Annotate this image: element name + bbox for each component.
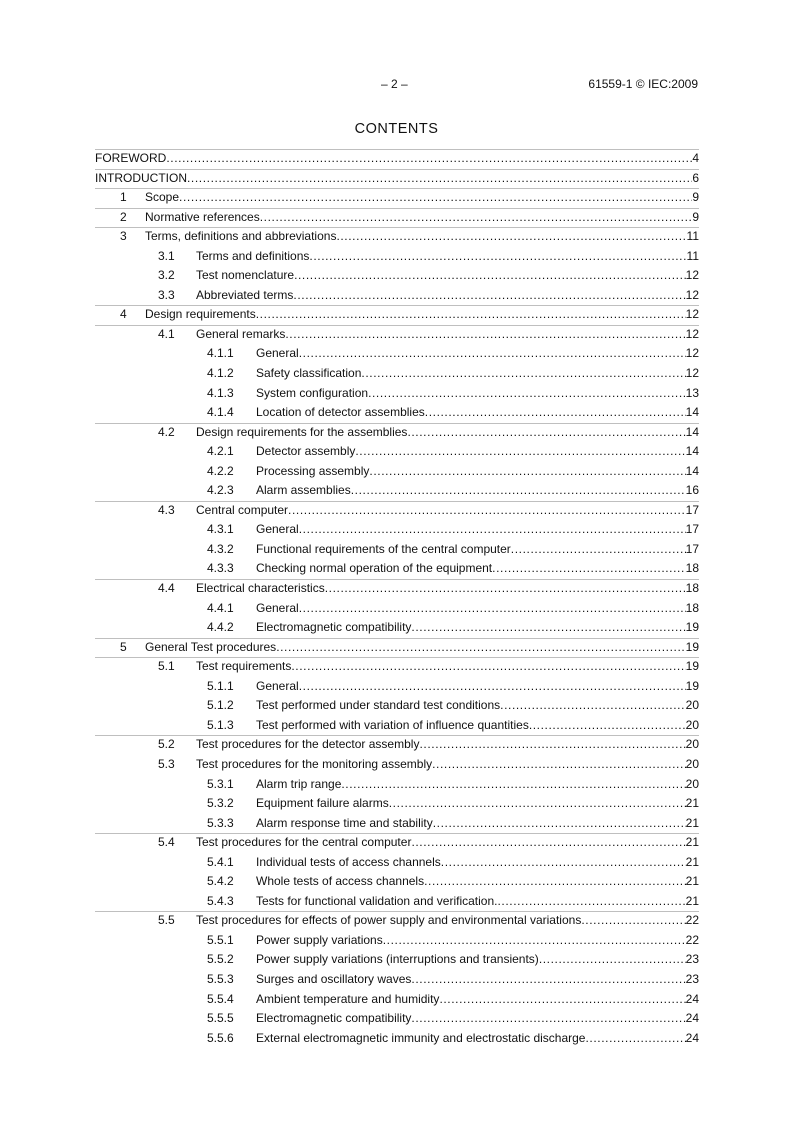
toc-entry-title: Test requirements xyxy=(196,659,292,674)
dot-leader xyxy=(299,599,686,619)
toc-entry-number: 5.5.6 xyxy=(207,1030,234,1045)
toc-entry-title: Design requirements xyxy=(145,307,256,322)
dot-leader xyxy=(585,1029,685,1049)
dot-leader xyxy=(187,169,692,189)
toc-entry-title: Power supply variations xyxy=(256,932,383,947)
dot-leader xyxy=(511,540,686,560)
toc-entry[interactable] xyxy=(95,247,699,267)
toc-entry-title: Detector assembly xyxy=(256,444,356,459)
toc-entry-title: Design requirements for the assemblies xyxy=(196,424,408,439)
toc-entry[interactable] xyxy=(95,872,699,892)
toc-entry-page: 24 xyxy=(685,1030,699,1045)
toc-entry[interactable] xyxy=(95,344,699,364)
toc-entry-page: 22 xyxy=(685,913,699,928)
toc-entry-number: 5.4.2 xyxy=(207,874,234,889)
toc-entry-page: 17 xyxy=(685,522,699,537)
dot-leader xyxy=(424,872,686,892)
toc-entry[interactable] xyxy=(95,735,699,755)
toc-entry-title: General xyxy=(256,678,299,693)
dot-leader xyxy=(285,325,685,345)
toc-entry-title: Safety classification xyxy=(256,366,362,381)
toc-entry-number: 4.2.1 xyxy=(207,444,234,459)
toc-entry[interactable] xyxy=(95,950,699,970)
dot-leader xyxy=(432,755,686,775)
dot-leader xyxy=(299,520,686,540)
toc-entry[interactable] xyxy=(95,814,699,834)
toc-entry[interactable] xyxy=(95,638,699,658)
dot-leader xyxy=(411,1009,685,1029)
dot-leader xyxy=(492,559,685,579)
toc-entry-page: 14 xyxy=(685,424,699,439)
toc-entry-title: Functional requirements of the central computer xyxy=(256,541,511,556)
toc-entry-title: General xyxy=(256,346,299,361)
toc-entry-number: 5.1.3 xyxy=(207,717,234,732)
toc-entry[interactable] xyxy=(95,599,699,619)
toc-entry-number: 2 xyxy=(120,209,127,224)
dot-leader xyxy=(497,892,685,912)
toc-entry-number: 4.4.1 xyxy=(207,600,234,615)
toc-entry-title: Scope xyxy=(145,190,180,205)
toc-entry-number: 4.3 xyxy=(158,502,175,517)
toc-entry[interactable] xyxy=(95,501,699,521)
toc-entry-title: Tests for functional validation and verification. xyxy=(256,893,498,908)
toc-entry[interactable] xyxy=(95,384,699,404)
toc-entry-title: Test performed with variation of influence quantities xyxy=(256,717,529,732)
toc-entry[interactable] xyxy=(95,892,699,912)
dot-leader xyxy=(581,911,685,931)
dot-leader xyxy=(341,775,685,795)
dot-leader xyxy=(369,462,685,482)
toc-entry-page: 20 xyxy=(685,717,699,732)
toc-entry-page: 19 xyxy=(685,678,699,693)
toc-entry-number: 5.1.1 xyxy=(207,678,234,693)
toc-entry-page: 17 xyxy=(685,541,699,556)
toc-entry[interactable] xyxy=(95,1009,699,1029)
toc-entry-page: 4 xyxy=(692,151,699,165)
toc-entry-number: 5.4 xyxy=(158,835,175,850)
toc-entry-number: 4.1.2 xyxy=(207,366,234,381)
toc-entry-page: 12 xyxy=(685,287,699,302)
dot-leader xyxy=(500,696,686,716)
toc-entry-title: Terms, definitions and abbreviations xyxy=(145,229,337,244)
dot-leader xyxy=(425,403,686,423)
toc-entry-title: Abbreviated terms xyxy=(196,287,294,302)
dot-leader xyxy=(293,286,685,306)
toc-entry-number: 4.2 xyxy=(158,424,175,439)
toc-entry-page: 6 xyxy=(692,170,699,185)
toc-entry-number: 5.1 xyxy=(158,659,175,674)
toc-entry-title: Individual tests of access channels xyxy=(256,854,441,869)
toc-entry-number: 5.5.2 xyxy=(207,952,234,967)
toc-entry[interactable] xyxy=(95,325,699,345)
dot-leader xyxy=(419,735,685,755)
toc-entry-title: Location of detector assemblies xyxy=(256,405,425,420)
toc-entry-number: 5.3.2 xyxy=(207,796,234,811)
toc-entry-page: 21 xyxy=(685,874,699,889)
toc-entry[interactable] xyxy=(95,990,699,1010)
toc-entry-number: 4 xyxy=(120,307,127,322)
toc-entry-title: Normative references xyxy=(145,209,260,224)
dot-leader xyxy=(411,618,685,638)
toc-entry-number: 5.5.3 xyxy=(207,971,234,986)
toc-entry[interactable] xyxy=(95,208,699,228)
toc-entry[interactable] xyxy=(95,794,699,814)
toc-entry-number: 4.3.1 xyxy=(207,522,234,537)
dot-leader xyxy=(260,208,693,228)
dot-leader xyxy=(368,384,686,404)
toc-entry-title: External electromagnetic immunity and electrostatic discharge xyxy=(256,1030,586,1045)
toc-entry-title: INTRODUCTION xyxy=(95,170,187,185)
toc-entry[interactable] xyxy=(95,403,699,423)
dot-leader xyxy=(407,423,685,443)
toc-entry-title: General xyxy=(256,522,299,537)
dot-leader xyxy=(441,853,686,873)
toc-entry-title: Alarm assemblies xyxy=(256,483,351,498)
toc-entry-number: 5.3 xyxy=(158,756,175,771)
toc-entry-number: 5.5 xyxy=(158,913,175,928)
toc-entry-title: Test nomenclature xyxy=(196,268,295,283)
toc-entry[interactable] xyxy=(95,286,699,306)
toc-entry-number: 5 xyxy=(120,639,127,654)
toc-entry-page: 14 xyxy=(685,405,699,420)
toc-entry-number: 4.2.2 xyxy=(207,463,234,478)
toc-entry[interactable] xyxy=(95,169,699,189)
toc-entry-page: 19 xyxy=(685,639,699,654)
toc-entry-page: 19 xyxy=(685,620,699,635)
toc-entry-title: Terms and definitions xyxy=(196,248,310,263)
toc-entry-page: 23 xyxy=(685,952,699,967)
toc-entry-page: 9 xyxy=(692,190,699,205)
toc-entry-number: 4.1.3 xyxy=(207,385,234,400)
dot-leader xyxy=(299,677,686,697)
toc-entry[interactable] xyxy=(95,618,699,638)
toc-entry-number: 5.2 xyxy=(158,737,175,752)
toc-entry-page: 21 xyxy=(685,796,699,811)
toc-entry-title: Surges and oscillatory waves xyxy=(256,971,412,986)
page-number: – 2 – xyxy=(381,77,408,91)
dot-leader xyxy=(355,442,685,462)
toc-entry[interactable] xyxy=(95,266,699,286)
toc-entry-page: 12 xyxy=(685,346,699,361)
dot-leader xyxy=(411,970,685,990)
dot-leader xyxy=(351,481,686,501)
dot-leader xyxy=(325,579,686,599)
toc-entry-page: 17 xyxy=(685,502,699,517)
dot-leader xyxy=(383,931,686,951)
dot-leader xyxy=(439,990,685,1010)
toc-entry[interactable] xyxy=(95,657,699,677)
toc-entry[interactable] xyxy=(95,833,699,853)
toc-entry[interactable] xyxy=(95,188,699,208)
toc-entry-page: 21 xyxy=(685,815,699,830)
toc-entry-number: 4.4 xyxy=(158,581,175,596)
toc-entry-number: 4.2.3 xyxy=(207,483,234,498)
toc-entry-number: 5.3.1 xyxy=(207,776,234,791)
toc-entry-number: 4.3.2 xyxy=(207,541,234,556)
toc-entry-title: Central computer xyxy=(196,502,289,517)
toc-entry-title: Processing assembly xyxy=(256,463,370,478)
toc-entry[interactable] xyxy=(95,696,699,716)
toc-entry-title: System configuration xyxy=(256,385,369,400)
toc-entry[interactable] xyxy=(95,462,699,482)
toc-entry[interactable] xyxy=(95,911,699,931)
toc-entry-title: Alarm trip range xyxy=(256,776,342,791)
toc-entry[interactable] xyxy=(95,540,699,560)
toc-entry[interactable] xyxy=(95,149,699,169)
toc-entry-number: 1 xyxy=(120,190,127,205)
toc-entry-page: 18 xyxy=(685,561,699,576)
toc-entry-page: 18 xyxy=(685,581,699,596)
dot-leader xyxy=(291,657,685,677)
toc-entry[interactable] xyxy=(95,775,699,795)
toc-entry[interactable] xyxy=(95,442,699,462)
toc-entry-page: 9 xyxy=(692,209,699,224)
toc-entry-title: Test procedures for the detector assembly xyxy=(196,737,420,752)
toc-entry-page: 21 xyxy=(685,854,699,869)
toc-entry[interactable] xyxy=(95,423,699,443)
toc-entry-number: 3.3 xyxy=(158,287,175,302)
page-title: CONTENTS xyxy=(354,121,439,137)
dot-leader xyxy=(389,794,686,814)
toc-entry-page: 19 xyxy=(685,659,699,674)
toc-entry-title: Test procedures for effects of power supply and environmental variations xyxy=(196,913,582,928)
toc-entry[interactable] xyxy=(95,755,699,775)
toc-entry-page: 18 xyxy=(685,600,699,615)
toc-entry[interactable] xyxy=(95,520,699,540)
dot-leader xyxy=(288,501,686,521)
toc-entry-page: 16 xyxy=(685,483,699,498)
toc-entry[interactable] xyxy=(95,853,699,873)
toc-entry-page: 23 xyxy=(685,971,699,986)
toc-entry-number: 5.4.1 xyxy=(207,854,234,869)
toc-entry[interactable] xyxy=(95,931,699,951)
toc-entry-number: 3.1 xyxy=(158,248,175,263)
toc-entry-page: 20 xyxy=(685,756,699,771)
toc-entry[interactable] xyxy=(95,677,699,697)
toc-entry-title: Whole tests of access channels xyxy=(256,874,425,889)
toc-entry-title: Electrical characteristics xyxy=(196,581,325,596)
toc-entry-page: 20 xyxy=(685,737,699,752)
toc-entry-page: 12 xyxy=(685,268,699,283)
toc-entry-title: Test procedures for the central computer xyxy=(196,835,412,850)
toc-entry[interactable] xyxy=(95,481,699,501)
toc-entry-number: 5.3.3 xyxy=(207,815,234,830)
dot-leader xyxy=(361,364,685,384)
dot-leader xyxy=(294,266,686,286)
toc-entry-number: 5.1.2 xyxy=(207,698,234,713)
dot-leader xyxy=(276,638,685,658)
toc-entry[interactable] xyxy=(95,1029,699,1049)
toc-entry-title: Alarm response time and stability xyxy=(256,815,433,830)
toc-entry[interactable] xyxy=(95,559,699,579)
toc-entry-number: 4.1.4 xyxy=(207,405,234,420)
toc-entry-page: 22 xyxy=(685,932,699,947)
toc-entry[interactable] xyxy=(95,716,699,736)
dot-leader xyxy=(299,344,686,364)
toc-entry-page: 12 xyxy=(685,366,699,381)
toc-entry-number: 3.2 xyxy=(158,268,175,283)
table-of-contents xyxy=(95,149,699,1048)
toc-entry-number: 5.5.1 xyxy=(207,932,234,947)
dot-leader xyxy=(166,149,692,169)
toc-entry-number: 4.1.1 xyxy=(207,346,234,361)
toc-entry-title: Checking normal operation of the equipment xyxy=(256,561,493,576)
toc-entry-title: Electromagnetic compatibility xyxy=(256,620,412,635)
toc-entry-number: 4.4.2 xyxy=(207,620,234,635)
toc-entry-title: Test performed under standard test conditions xyxy=(256,698,501,713)
toc-entry-number: 4.3.3 xyxy=(207,561,234,576)
toc-entry-title: Ambient temperature and humidity xyxy=(256,991,440,1006)
toc-entry-page: 14 xyxy=(685,463,699,478)
toc-entry[interactable] xyxy=(95,970,699,990)
toc-entry[interactable] xyxy=(95,364,699,384)
toc-entry-title: Equipment failure alarms xyxy=(256,796,389,811)
toc-entry-page: 12 xyxy=(685,326,699,341)
toc-entry-number: 5.5.4 xyxy=(207,991,234,1006)
dot-leader xyxy=(529,716,686,736)
dot-leader xyxy=(309,247,686,267)
dot-leader xyxy=(411,833,685,853)
dot-leader xyxy=(336,227,686,247)
dot-leader xyxy=(539,950,686,970)
toc-entry[interactable] xyxy=(95,579,699,599)
toc-entry[interactable] xyxy=(95,305,699,325)
toc-entry-title: General xyxy=(256,600,299,615)
dot-leader xyxy=(256,305,686,325)
toc-entry[interactable] xyxy=(95,227,699,247)
dot-leader xyxy=(433,814,686,834)
toc-entry-page: 14 xyxy=(685,444,699,459)
toc-entry-title: General Test procedures xyxy=(145,639,277,654)
toc-entry-page: 11 xyxy=(686,229,699,244)
toc-entry-title: Power supply variations (interruptions and transients) xyxy=(256,952,539,967)
toc-entry-number: 3 xyxy=(120,229,127,244)
toc-entry-page: 24 xyxy=(685,991,699,1006)
toc-entry-page: 11 xyxy=(686,248,699,263)
toc-entry-page: 21 xyxy=(685,835,699,850)
toc-entry-page: 12 xyxy=(685,307,699,322)
toc-entry-number: 5.4.3 xyxy=(207,893,234,908)
toc-entry-page: 21 xyxy=(685,893,699,908)
toc-entry-title: FOREWORD xyxy=(95,151,167,165)
toc-entry-title: Electromagnetic compatibility xyxy=(256,1011,412,1026)
toc-entry-page: 24 xyxy=(685,1011,699,1026)
dot-leader xyxy=(179,188,692,208)
toc-entry-page: 13 xyxy=(685,385,699,400)
toc-entry-title: General remarks xyxy=(196,326,286,341)
toc-entry-page: 20 xyxy=(685,776,699,791)
document-reference: 61559-1 © IEC:2009 xyxy=(588,77,698,91)
toc-entry-title: Test procedures for the monitoring assembly xyxy=(196,756,433,771)
toc-entry-page: 20 xyxy=(685,698,699,713)
toc-entry-number: 4.1 xyxy=(158,326,175,341)
toc-entry-number: 5.5.5 xyxy=(207,1011,234,1026)
